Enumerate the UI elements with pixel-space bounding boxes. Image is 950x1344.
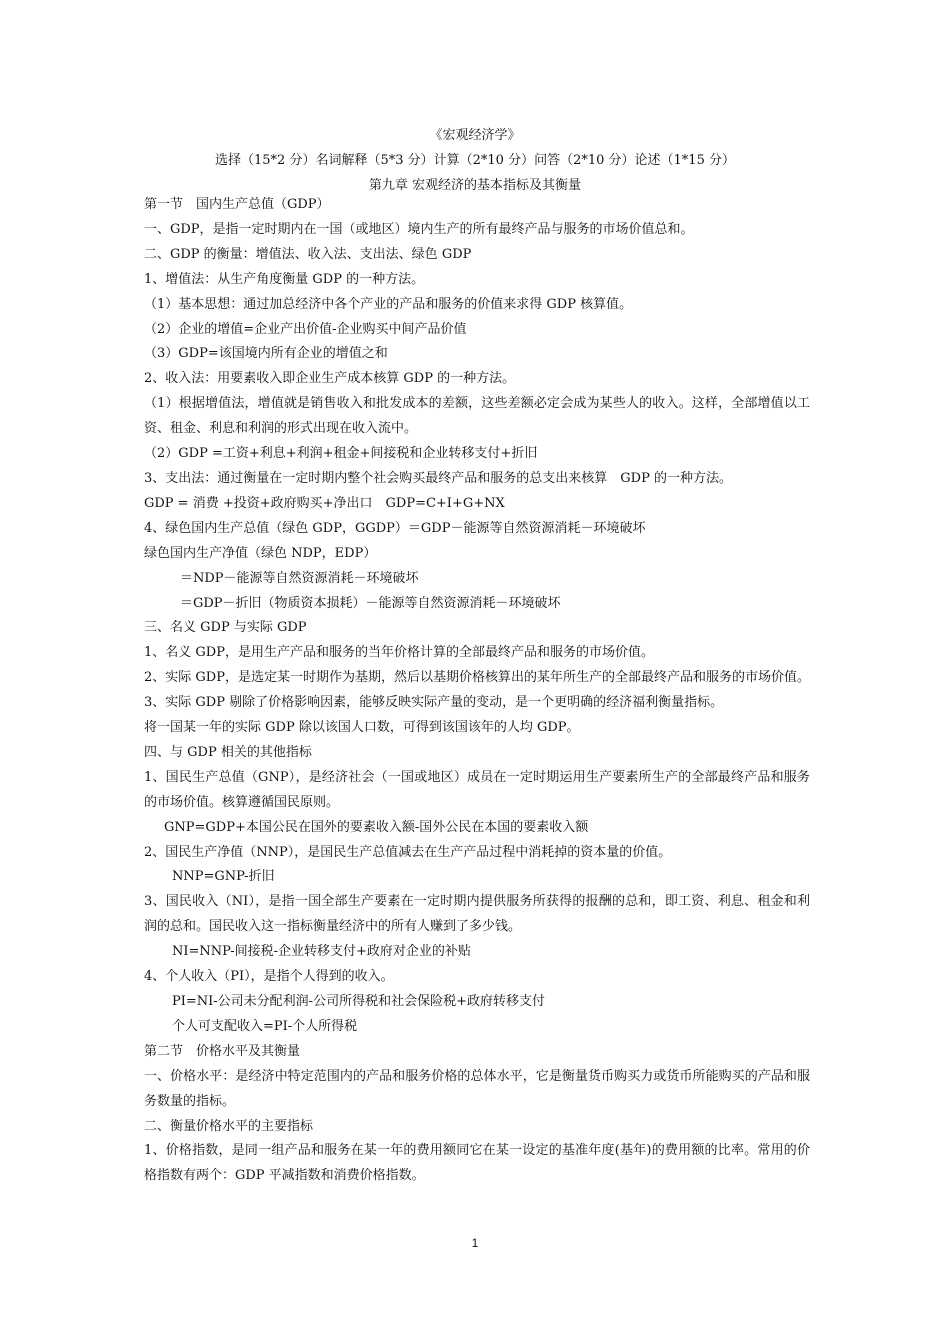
formula: NNP=GNP-折旧 — [172, 869, 275, 885]
paragraph: 1、价格指数，是同一组产品和服务在某一年的费用额同它在某一设定的基准年度(基年)的费用额的比率。常用的价格指数有两个：GDP 平减指数和消费价格指数。 — [144, 1143, 810, 1184]
paragraph: 3、国民收入（NI），是指一国全部生产要素在一定时期内提供服务所获得的报酬的总和，即工资、利息、租金和利润的总和。国民收入这一指标衡量经济中的所有人赚到了多少钱。 — [144, 894, 810, 935]
paragraph: 1、国民生产总值（GNP），是经济社会（一国或地区）成员在一定时期运用生产要素所生产的全部最终产品和服务的市场价值。核算遵循国民原则。 — [144, 769, 810, 810]
paragraph: 一、价格水平：是经济中特定范围内的产品和服务价格的总体水平，它是衡量货币购买力或货币所能购买的产品和服务数量的指标。 — [144, 1068, 810, 1109]
paragraph: 1、增值法：从生产角度衡量 GDP 的一种方法。 — [144, 271, 425, 287]
page-number: 1 — [471, 1236, 479, 1250]
section-heading: 第二节 价格水平及其衡量 — [144, 1043, 301, 1059]
paragraph: 1、名义 GDP，是用生产产品和服务的当年价格计算的全部最终产品和服务的市场价值。 — [144, 645, 654, 661]
paragraph: 将一国某一年的实际 GDP 除以该国人口数，可得到该国该年的人均 GDP。 — [144, 720, 580, 736]
paragraph: （1）根据增值法，增值就是销售收入和批发成本的差额，这些差额必定会成为某些人的收入。这样，全部增值以工资、租金、利息和利润的形式出现在收入流中。 — [144, 396, 810, 437]
paragraph: 3、支出法：通过衡量在一定时期内整个社会购买最终产品和服务的总支出来核算 GDP 的一种方法。 — [144, 470, 732, 486]
subsection-heading: 三、名义 GDP 与实际 GDP — [144, 620, 307, 636]
paragraph: 一、GDP，是指一定时期内在一国（或地区）境内生产的所有最终产品与服务的市场价值总和。 — [144, 221, 694, 237]
formula: ＝NDP－能源等自然资源消耗－环境破坏 — [180, 570, 419, 586]
paragraph: 2、实际 GDP，是选定某一时期作为基期，然后以基期价格核算出的某年所生产的全部最终产品和服务的市场价值。 — [144, 670, 810, 686]
formula: PI=NI-公司未分配利润-公司所得税和社会保险税+政府转移支付 — [172, 994, 545, 1009]
paragraph: （2）企业的增值=企业产出价值-企业购买中间产品价值 — [144, 321, 467, 337]
paragraph: 3、实际 GDP 剔除了价格影响因素，能够反映实际产量的变动，是一个更明确的经济福利衡量指标。 — [144, 695, 724, 711]
paragraph: （3）GDP=该国境内所有企业的增值之和 — [144, 346, 388, 362]
subsection-heading: 二、GDP 的衡量：增值法、收入法、支出法、绿色 GDP — [144, 246, 472, 262]
paragraph: 4、绿色国内生产总值（绿色 GDP，GGDP）＝GDP－能源等自然资源消耗－环境破坏 — [144, 520, 646, 536]
formula: ＝GDP－折旧（物质资本损耗）－能源等自然资源消耗－环境破坏 — [180, 595, 561, 611]
paragraph: 绿色国内生产净值（绿色 NDP，EDP） — [144, 545, 377, 561]
formula: NI=NNP-间接税-企业转移支付+政府对企业的补贴 — [172, 944, 471, 960]
section-heading: 第一节 国内生产总值（GDP） — [144, 197, 330, 212]
paragraph: （1）基本思想：通过加总经济中各个产业的产品和服务的价值来求得 GDP 核算值。 — [144, 296, 633, 312]
paragraph: 2、国民生产净值（NNP），是国民生产总值减去在生产产品过程中消耗掉的资本量的价值。 — [144, 844, 672, 860]
subsection-heading: 二、衡量价格水平的主要指标 — [144, 1118, 314, 1134]
document-title: 《宏观经济学》 — [429, 128, 521, 143]
chapter-heading: 第九章 宏观经济的基本指标及其衡量 — [368, 177, 582, 193]
paragraph: （2）GDP =工资+利息+利润+租金+间接税和企业转移支付+折旧 — [144, 446, 538, 462]
exam-format-line: 选择（15*2 分）名词解释（5*3 分）计算（2*10 分）问答（2*10 分）论述（1*15 分） — [215, 152, 735, 168]
title-block — [0, 124, 950, 199]
formula: GDP = 消费 +投资+政府购买+净出口 GDP=C+I+G+NX — [144, 495, 505, 511]
paragraph: 2、收入法：用要素收入即企业生产成本核算 GDP 的一种方法。 — [144, 371, 516, 387]
paragraph: 4、个人收入（PI），是指个人得到的收入。 — [144, 969, 394, 985]
formula: 个人可支配收入=PI-个人所得税 — [172, 1018, 358, 1034]
formula: GNP=GDP+本国公民在国外的要素收入额-国外公民在本国的要素收入额 — [164, 819, 589, 835]
subsection-heading: 四、与 GDP 相关的其他指标 — [144, 744, 312, 760]
document-body — [144, 193, 810, 1189]
